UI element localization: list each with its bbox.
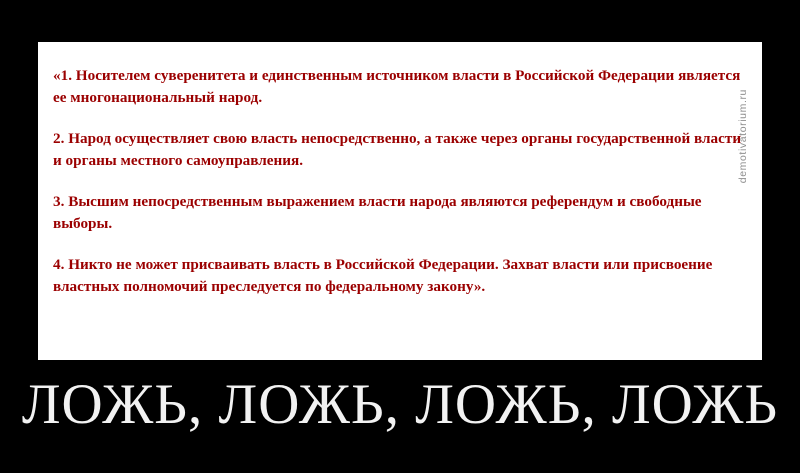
quote-paragraph-3: 3. Высшим непосредственным выражением власти народа являются референдум и свободные выборы. bbox=[53, 193, 702, 232]
poster-caption: ЛОЖЬ, ЛОЖЬ, ЛОЖЬ, ЛОЖЬ bbox=[21, 373, 779, 436]
quote-image-panel bbox=[38, 42, 762, 360]
watermark-text: demotivatorium.ru bbox=[737, 89, 749, 184]
quote-paragraph-4: 4. Никто не может присваивать власть в Российской Федерации. Захват власти или присвоение властных полномочий преследуется по федеральному закону». bbox=[53, 256, 713, 296]
quote-paragraph-1: «1. Носителем суверенитета и единственным источником власти в Российской Федерации является ее многонациональный народ. bbox=[53, 67, 741, 106]
quote-paragraph-2: 2. Народ осуществляет свою власть непосредственно, а также через органы государственной власти и органы местного самоуправления. bbox=[53, 130, 742, 169]
constitution-quote-text bbox=[53, 65, 747, 298]
